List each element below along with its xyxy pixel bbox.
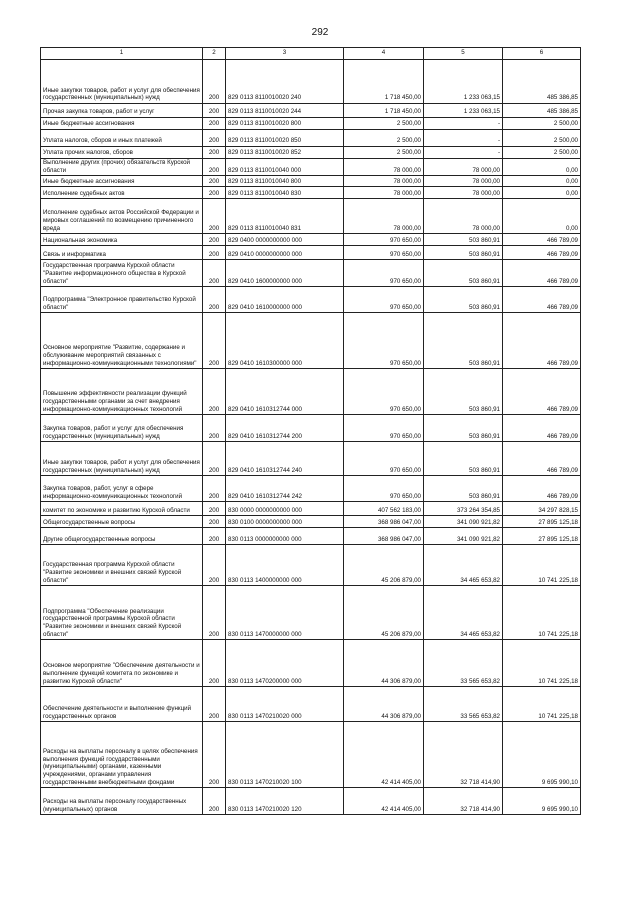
row-admin-code: 200 [203,159,226,176]
row-value-approved: 970 650,00 [344,369,424,415]
row-admin-code: 200 [203,187,226,199]
row-classification-code: 829 0410 1610312744 240 [226,442,344,476]
row-value-remaining: 2 500,00 [503,130,581,147]
row-value-approved: 42 414 405,00 [344,722,424,788]
row-value-approved: 1 718 450,00 [344,104,424,118]
row-name: Закупка товаров, работ и услуг для обеспечения государственных (муниципальных) нужд [41,415,203,442]
row-admin-code: 200 [203,287,226,313]
row-classification-code: 830 0113 1400000000 000 [226,545,344,586]
row-name: Обеспечение деятельности и выполнение функций государственных органов [41,687,203,722]
table-row [41,369,581,415]
row-value-approved: 44 306 879,00 [344,687,424,722]
row-value-executed: 341 090 921,82 [424,516,503,528]
column-header-3: 3 [226,48,344,60]
row-value-approved: 78 000,00 [344,199,424,234]
row-value-remaining: 2 500,00 [503,118,581,130]
row-value-remaining: 9 695 990,10 [503,788,581,815]
row-value-approved: 2 500,00 [344,130,424,147]
row-value-executed: - [424,147,503,159]
row-name: Повышение эффективности реализации функций государственными органами за счет внедрения информационно-коммуникационных технологий [41,369,203,415]
table-row [41,199,581,234]
row-admin-code: 200 [203,476,226,502]
row-value-remaining: 0,00 [503,187,581,199]
row-admin-code: 200 [203,60,226,104]
row-classification-code: 829 0113 8110010020 852 [226,147,344,159]
table-row [41,287,581,313]
row-value-remaining: 466 789,09 [503,415,581,442]
table-row [41,502,581,516]
row-classification-code: 830 0113 1470000000 000 [226,586,344,640]
row-name: Иные закупки товаров, работ и услуг для обеспечения государственных (муниципальных) нужд [41,60,203,104]
row-name: Исполнение судебных актов [41,187,203,199]
row-classification-code: 829 0410 1610312744 200 [226,415,344,442]
table-row [41,147,581,159]
row-admin-code: 200 [203,788,226,815]
row-value-approved: 44 306 879,00 [344,640,424,687]
table-row [41,788,581,815]
row-classification-code: 829 0113 8110010020 850 [226,130,344,147]
row-value-remaining: 0,00 [503,199,581,234]
row-name: Расходы на выплаты персоналу в целях обеспечения выполнения функций государственными (муниципальными) органами, казенными учреждениями, органами управления государственными внебюджетными фондами [41,722,203,788]
row-admin-code: 200 [203,234,226,246]
row-value-executed: 78 000,00 [424,159,503,176]
table-row [41,118,581,130]
row-value-remaining: 466 789,09 [503,287,581,313]
table-row [41,442,581,476]
row-name: Иные бюджетные ассигнования [41,176,203,187]
row-name: Подпрограмма "Электронное правительство Курской области" [41,287,203,313]
row-classification-code: 829 0410 1610312744 000 [226,369,344,415]
row-value-executed: 341 090 921,82 [424,528,503,545]
row-value-approved: 78 000,00 [344,159,424,176]
row-admin-code: 200 [203,104,226,118]
row-classification-code: 830 0113 1470200000 000 [226,640,344,687]
row-value-approved: 1 718 450,00 [344,60,424,104]
row-value-executed: 1 233 063,15 [424,104,503,118]
row-value-remaining: 466 789,09 [503,260,581,287]
column-header-1: 1 [41,48,203,60]
table-row [41,313,581,369]
row-value-remaining: 466 789,09 [503,246,581,260]
row-classification-code: 830 0113 1470210020 100 [226,722,344,788]
row-value-approved: 970 650,00 [344,415,424,442]
row-value-executed: 503 860,91 [424,415,503,442]
row-value-remaining: 2 500,00 [503,147,581,159]
row-value-approved: 78 000,00 [344,187,424,199]
row-value-remaining: 10 741 225,18 [503,640,581,687]
row-name: Государственная программа Курской области "Развитие информационного общества в Курской области" [41,260,203,287]
row-value-remaining: 27 895 125,18 [503,528,581,545]
row-admin-code: 200 [203,246,226,260]
row-value-approved: 368 986 047,00 [344,516,424,528]
row-name: Расходы на выплаты персоналу государственных (муниципальных) органов [41,788,203,815]
row-admin-code: 200 [203,260,226,287]
row-admin-code: 200 [203,199,226,234]
row-value-remaining: 466 789,09 [503,369,581,415]
row-classification-code: 829 0410 1610000000 000 [226,287,344,313]
row-name: Закупка товаров, работ, услуг в сфере информационно-коммуникационных технологий [41,476,203,502]
row-name: Основное мероприятие "Обеспечение деятельности и выполнение функций комитета по экономике и развитию Курской области" [41,640,203,687]
row-value-remaining: 485 386,85 [503,60,581,104]
table-row [41,159,581,176]
row-classification-code: 829 0113 8110010040 800 [226,176,344,187]
row-admin-code: 200 [203,415,226,442]
row-value-executed: 503 860,91 [424,287,503,313]
row-value-approved: 2 500,00 [344,118,424,130]
row-value-approved: 970 650,00 [344,442,424,476]
row-admin-code: 200 [203,118,226,130]
row-value-remaining: 466 789,09 [503,476,581,502]
row-value-approved: 78 000,00 [344,176,424,187]
table-row [41,60,581,104]
row-value-remaining: 466 789,09 [503,442,581,476]
row-admin-code: 200 [203,516,226,528]
row-admin-code: 200 [203,687,226,722]
row-value-approved: 407 562 183,00 [344,502,424,516]
row-value-remaining: 34 297 828,15 [503,502,581,516]
table-header-row [41,48,581,60]
row-name: Иные закупки товаров, работ и услуг для обеспечения государственных (муниципальных) нужд [41,442,203,476]
row-value-executed: 503 860,91 [424,313,503,369]
row-value-executed: 503 860,91 [424,246,503,260]
row-value-executed: 503 860,91 [424,369,503,415]
row-value-approved: 970 650,00 [344,476,424,502]
row-classification-code: 830 0113 1470210020 000 [226,687,344,722]
row-value-remaining: 9 695 990,10 [503,722,581,788]
row-value-approved: 368 986 047,00 [344,528,424,545]
row-classification-code: 829 0410 1600000000 000 [226,260,344,287]
row-value-executed: 78 000,00 [424,199,503,234]
table-row [41,415,581,442]
table-row [41,176,581,187]
row-value-approved: 970 650,00 [344,234,424,246]
row-admin-code: 200 [203,586,226,640]
row-admin-code: 200 [203,369,226,415]
row-classification-code: 829 0410 1610312744 242 [226,476,344,502]
table-row [41,476,581,502]
row-value-remaining: 0,00 [503,159,581,176]
row-value-approved: 970 650,00 [344,260,424,287]
row-value-remaining: 0,00 [503,176,581,187]
row-value-executed: 34 465 653,82 [424,586,503,640]
row-name: Национальная экономика [41,234,203,246]
row-admin-code: 200 [203,313,226,369]
row-admin-code: 200 [203,528,226,545]
row-admin-code: 200 [203,545,226,586]
row-classification-code: 830 0000 0000000000 000 [226,502,344,516]
row-admin-code: 200 [203,130,226,147]
row-name: Прочая закупка товаров, работ и услуг [41,104,203,118]
row-admin-code: 200 [203,147,226,159]
row-value-executed: 33 565 653,82 [424,687,503,722]
table-row [41,187,581,199]
row-name: Выполнение других (прочих) обязательств Курской области [41,159,203,176]
row-value-remaining: 27 895 125,18 [503,516,581,528]
row-value-executed: 503 860,91 [424,260,503,287]
row-name: Связь и информатика [41,246,203,260]
row-admin-code: 200 [203,640,226,687]
table-row [41,516,581,528]
row-value-executed: - [424,130,503,147]
row-classification-code: 829 0113 8110010020 240 [226,60,344,104]
row-admin-code: 200 [203,176,226,187]
row-name: Общегосударственные вопросы [41,516,203,528]
row-value-approved: 970 650,00 [344,287,424,313]
row-value-approved: 970 650,00 [344,246,424,260]
row-value-executed: 78 000,00 [424,176,503,187]
row-name: Иные бюджетные ассигнования [41,118,203,130]
column-header-2: 2 [203,48,226,60]
row-value-executed: 78 000,00 [424,187,503,199]
row-value-executed: 33 565 653,82 [424,640,503,687]
row-name: комитет по экономике и развитию Курской области [41,502,203,516]
row-value-executed: 32 718 414,90 [424,722,503,788]
table-row [41,104,581,118]
row-name: Основное мероприятие "Развитие, содержание и обслуживание мероприятий связанных с информационно-коммуникационными технологиями" [41,313,203,369]
row-name: Другие общегосударственные вопросы [41,528,203,545]
table-row [41,260,581,287]
row-value-executed: 373 264 354,85 [424,502,503,516]
row-classification-code: 829 0410 0000000000 000 [226,246,344,260]
column-header-5: 5 [424,48,503,60]
budget-execution-table [40,47,581,815]
row-name: Подпрограмма "Обеспечение реализации государственной программы Курской области "Развитие экономики и внешних связей Курской области" [41,586,203,640]
row-value-approved: 42 414 405,00 [344,788,424,815]
row-value-remaining: 10 741 225,18 [503,687,581,722]
row-value-approved: 2 500,00 [344,147,424,159]
table-row [41,246,581,260]
row-classification-code: 829 0113 8110010020 800 [226,118,344,130]
row-classification-code: 830 0113 1470210020 120 [226,788,344,815]
table-row [41,528,581,545]
table-row [41,640,581,687]
row-admin-code: 200 [203,502,226,516]
row-value-remaining: 466 789,09 [503,234,581,246]
table-row [41,234,581,246]
row-value-remaining: 485 386,85 [503,104,581,118]
row-value-executed: 32 718 414,90 [424,788,503,815]
row-classification-code: 830 0113 0000000000 000 [226,528,344,545]
row-value-executed: 503 860,91 [424,476,503,502]
row-name: Уплата прочих налогов, сборов [41,147,203,159]
row-value-approved: 970 650,00 [344,313,424,369]
row-value-approved: 45 206 879,00 [344,586,424,640]
table-row [41,130,581,147]
table-row [41,586,581,640]
table-row [41,545,581,586]
row-admin-code: 200 [203,722,226,788]
row-classification-code: 829 0113 8110010040 831 [226,199,344,234]
row-name: Исполнение судебных актов Российской Федерации и мировых соглашений по возмещению причиненного вреда [41,199,203,234]
page-number: 292 [311,27,329,38]
row-value-remaining: 466 789,09 [503,313,581,369]
table-body [41,60,581,815]
row-name: Уплата налогов, сборов и иных платежей [41,130,203,147]
row-classification-code: 829 0113 8110010040 830 [226,187,344,199]
row-classification-code: 830 0100 0000000000 000 [226,516,344,528]
row-name: Государственная программа Курской области "Развитие экономики и внешних связей Курской области" [41,545,203,586]
column-header-4: 4 [344,48,424,60]
row-classification-code: 829 0113 8110010020 244 [226,104,344,118]
row-value-remaining: 10 741 225,18 [503,545,581,586]
table-row [41,722,581,788]
row-value-executed: 503 860,91 [424,234,503,246]
row-value-executed: 34 465 653,82 [424,545,503,586]
table-row [41,687,581,722]
row-classification-code: 829 0113 8110010040 000 [226,159,344,176]
row-classification-code: 829 0410 1610300000 000 [226,313,344,369]
column-header-6: 6 [503,48,581,60]
row-value-remaining: 10 741 225,18 [503,586,581,640]
row-admin-code: 200 [203,442,226,476]
row-value-executed: 1 233 063,15 [424,60,503,104]
row-value-executed: 503 860,91 [424,442,503,476]
row-value-approved: 45 206 879,00 [344,545,424,586]
row-value-executed: - [424,118,503,130]
row-classification-code: 829 0400 0000000000 000 [226,234,344,246]
